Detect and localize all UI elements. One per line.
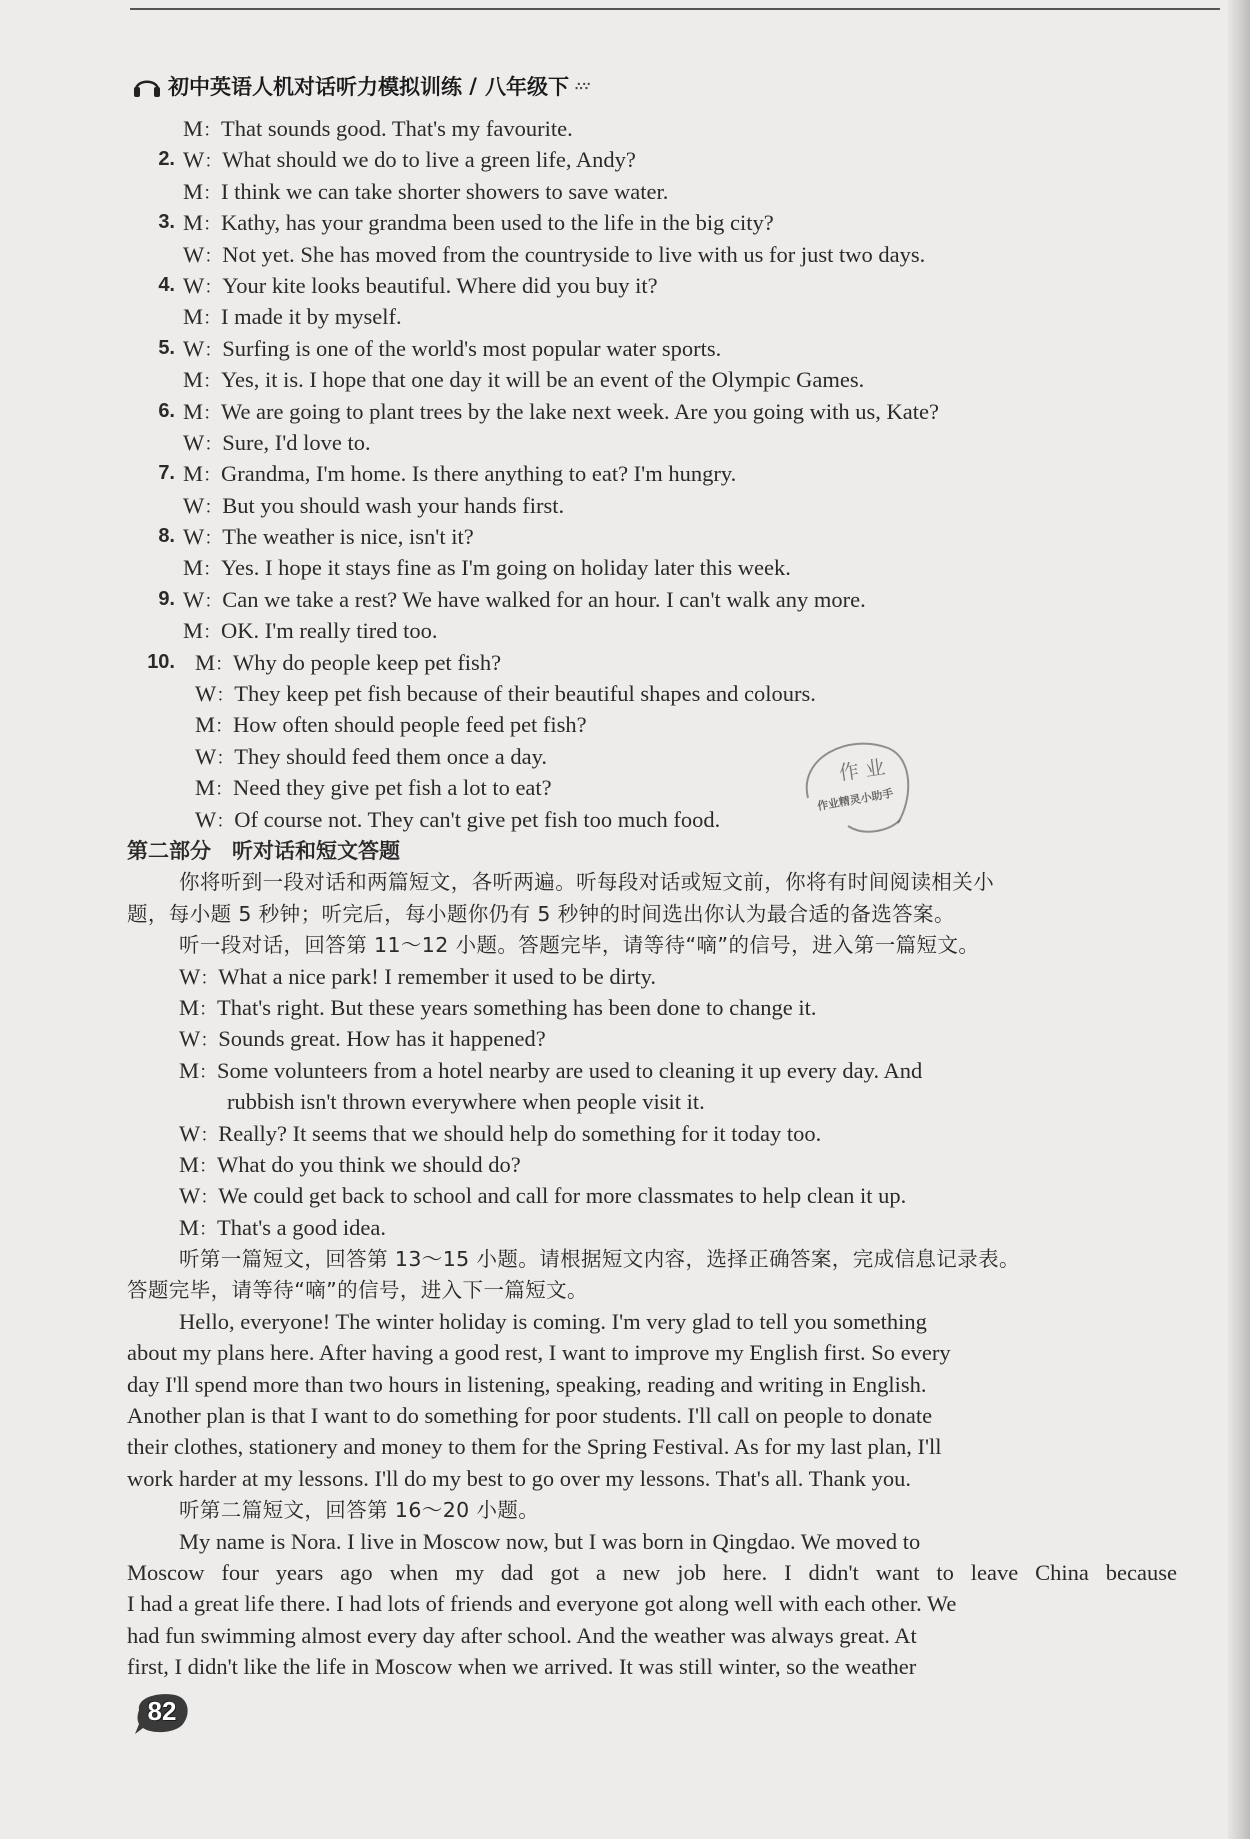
speaker-label: W (179, 1183, 201, 1209)
dialogue-text: What should we do to live a green life, Andy? (222, 147, 636, 173)
dialogue-line: 8. W：The weather is nice, isn't it? (127, 521, 1177, 552)
dialogue-text: Sounds great. How has it happened? (218, 1026, 546, 1052)
question-number: 8. (158, 525, 175, 548)
dialogue-line: W：Sounds great. How has it happened? (179, 1026, 546, 1052)
dialogue-line: 10. M：Why do people keep pet fish? (127, 647, 1177, 678)
dialogue-line: 3. M：Kathy, has your grandma been used to the life in the big city? (127, 207, 1177, 238)
dialogue-text: Really? It seems that we should help do something for it today too. (218, 1120, 822, 1146)
dialogue-text: Your kite looks beautiful. Where did you buy it? (222, 272, 658, 298)
passage-line (127, 1651, 1177, 1682)
dialogue-line: M：Yes. I hope it stays fine as I'm going on holiday later this week. (183, 555, 791, 581)
page-number: 82 (147, 1696, 177, 1726)
dialogue-text: What do you think we should do? (217, 1151, 521, 1177)
speaker-label: W (183, 272, 205, 298)
speaker-label: W (195, 806, 217, 832)
dialogue-text: But you should wash your hands first. (222, 492, 565, 518)
dialogue-text: Can we take a rest? We have walked for an hour. I can't walk any more. (222, 586, 866, 612)
dialogue-text: How often should people feed pet fish? (233, 712, 587, 738)
dialogue-line: W：Sure, I'd love to. (183, 429, 371, 455)
speaker-label: M (179, 994, 200, 1020)
passage-line (127, 1306, 1177, 1337)
dialogue-text: Some volunteers from a hotel nearby are used to cleaning it up every day. And (217, 1057, 923, 1083)
svg-text:作业精灵小助手: 作业精灵小助手 (816, 786, 895, 813)
dialogue-text: They should feed them once a day. (234, 743, 548, 769)
dialogue-text: I made it by myself. (221, 304, 402, 330)
dialogue-line: 5. W：Surfing is one of the world's most popular water sports. (127, 333, 1177, 364)
speaker-label: M (183, 116, 204, 141)
passage-text: I had a great life there. I had lots of friends and everyone got along well with each other. We (127, 1591, 957, 1617)
passage-line (127, 1431, 1177, 1462)
speaker-label: W (183, 147, 205, 173)
instruction-text: 题，每小题 5 秒钟；听完后，每小题你仍有 5 秒钟的时间选出你认为最合适的备选答案。 (127, 901, 955, 926)
passage-line (127, 1588, 1177, 1619)
instruction-line (127, 1274, 1177, 1305)
question-number: 7. (158, 462, 175, 485)
speaker-label: W (183, 241, 205, 267)
passage-line (127, 1620, 1177, 1651)
dialogue-text: They keep pet fish because of their beautiful shapes and colours. (234, 681, 816, 707)
dialogue-line (127, 1086, 1177, 1117)
question-number: 4. (158, 273, 175, 296)
speaker-label: W (183, 586, 205, 612)
speaker-label: W (195, 681, 217, 707)
speaker-label: W (179, 1120, 201, 1146)
speaker-label: M (195, 775, 216, 801)
speaker-label: M (179, 1214, 200, 1240)
page-body (127, 113, 1177, 1683)
dialogue-text: Sure, I'd love to. (222, 429, 371, 455)
dialogue-line: 4. W：Your kite looks beautiful. Where did you buy it? (127, 270, 1177, 301)
speaker-label: M (195, 649, 216, 675)
dialogue-line: M：I think we can take shorter showers to save water. (183, 178, 669, 204)
dialogue-text: Not yet. She has moved from the countryside to live with us for just two days. (222, 241, 926, 267)
dialogue-text: We are going to plant trees by the lake next week. Are you going with us, Kate? (221, 398, 939, 424)
passage-line (127, 1557, 1177, 1588)
dialogue-text: What a nice park! I remember it used to be dirty. (218, 963, 656, 989)
passage-line (127, 1463, 1177, 1494)
dialogue-text: The weather is nice, isn't it? (222, 524, 474, 550)
dialogue-text: Surfing is one of the world's most popular water sports. (222, 335, 722, 361)
instruction-line (127, 1243, 1177, 1274)
dialogue-text: Grandma, I'm home. Is there anything to eat? I'm hungry. (221, 461, 737, 487)
instruction-line (127, 898, 1177, 929)
speaker-label: W (183, 335, 205, 361)
dialogue-line: M：That sounds good. That's my favourite. (183, 116, 573, 141)
passage-line (127, 1526, 1177, 1557)
speaker-label: W (183, 492, 205, 518)
homework-stamp-watermark (788, 728, 918, 838)
headphone-icon (132, 73, 162, 99)
dialogue-line: W：Of course not. They can't give pet fish too much food. (195, 806, 721, 832)
question-number: 10. (147, 650, 175, 673)
passage-instruction: 答题完毕，请等待“嘀”的信号，进入下一篇短文。 (127, 1278, 588, 1303)
passage-instruction: 听第二篇短文，回答第 16～20 小题。 (179, 1498, 540, 1523)
speaker-label: W (179, 1026, 201, 1052)
passage-text: had fun swimming almost every day after school. And the weather was always great. At (127, 1622, 917, 1648)
grade-label: 八年级下 (484, 75, 569, 99)
header-ornament: ∴∵ (574, 79, 591, 93)
speaker-label: W (179, 963, 201, 989)
speaker-label: M (183, 618, 204, 644)
speaker-label: W (195, 743, 217, 769)
dialogue-text: Need they give pet fish a lot to eat? (233, 775, 552, 801)
dialogue-text: Yes, it is. I hope that one day it will be an event of the Olympic Games. (221, 367, 865, 393)
speaker-label: M (183, 461, 204, 487)
dialogue-text: That sounds good. That's my favourite. (221, 116, 573, 141)
page-edge-shadow (1228, 0, 1250, 1839)
speaker-label: M (179, 1151, 200, 1177)
speaker-label: M (179, 1057, 200, 1083)
instruction-line (127, 866, 1177, 897)
speaker-label: W (183, 429, 205, 455)
dialogue-line: M：That's a good idea. (179, 1214, 387, 1240)
section-2-title: 第二部分 听对话和短文答题 (127, 838, 400, 863)
question-number: 5. (158, 336, 175, 359)
dialogue-line: 9. W：Can we take a rest? We have walked for an hour. I can't walk any more. (127, 584, 1177, 615)
dialogue-line: M：I made it by myself. (183, 304, 402, 330)
dialogue-text: That's a good idea. (217, 1214, 387, 1240)
question-number: 3. (158, 211, 175, 234)
question-number: 6. (158, 399, 175, 422)
dialogue-line: W：They keep pet fish because of their beautiful shapes and colours. (195, 681, 816, 707)
dialogue-line: 6. M：We are going to plant trees by the lake next week. Are you going with us, Kate? (127, 396, 1177, 427)
passage-text: Moscow four years ago when my dad got a new job here. I didn't want to leave China because (127, 1559, 1177, 1585)
instruction-line (127, 1494, 1177, 1525)
dialogue-text: OK. I'm really tired too. (221, 618, 438, 644)
dialogue-text: Of course not. They can't give pet fish too much food. (234, 806, 721, 832)
page-number-badge (131, 1690, 193, 1736)
dialogue-line: M：What do you think we should do? (179, 1151, 521, 1177)
speaker-label: M (183, 398, 204, 424)
section-title (127, 835, 1177, 866)
dialogue-text: Kathy, has your grandma been used to the life in the big city? (221, 210, 774, 236)
dialogue-line: M：Need they give pet fish a lot to eat? (195, 775, 552, 801)
speaker-label: M (183, 178, 204, 204)
speaker-label: M (183, 210, 204, 236)
speaker-label: M (183, 367, 204, 393)
dialogue-line: W：Not yet. She has moved from the countryside to live with us for just two days. (183, 241, 926, 267)
running-header: 初中英语人机对话听力模拟训练 / 八年级下 ∴∵ (132, 70, 590, 102)
svg-text:作 业: 作 业 (837, 754, 887, 785)
passage-text: My name is Nora. I live in Moscow now, but I was born in Qingdao. We moved to (179, 1528, 921, 1554)
dialogue-line: M：Some volunteers from a hotel nearby are used to cleaning it up every day. And (179, 1057, 923, 1083)
dialogue-line: M：OK. I'm really tired too. (183, 618, 438, 644)
question-number: 9. (158, 587, 175, 610)
dialogue-line: 2. W：What should we do to live a green life, Andy? (127, 144, 1177, 175)
dialogue-line: W：What a nice park! I remember it used to be dirty. (179, 963, 656, 989)
passage-text: their clothes, stationery and money to them for the Spring Festival. As for my last plan, I'll (127, 1434, 942, 1460)
dialogue-text: That's right. But these years something has been done to change it. (217, 994, 817, 1020)
dialogue-text: rubbish isn't thrown everywhere when people visit it. (227, 1089, 705, 1115)
dialogue-line: M：Yes, it is. I hope that one day it will be an event of the Olympic Games. (183, 367, 865, 393)
book-title: 初中英语人机对话听力模拟训练 (168, 75, 462, 99)
dialogue-text: Why do people keep pet fish? (233, 649, 502, 675)
top-rule (130, 8, 1220, 10)
passage-text: about my plans here. After having a good rest, I want to improve my English first. So every (127, 1340, 951, 1366)
passage-text: work harder at my lessons. I'll do my best to go over my lessons. That's all. Thank you. (127, 1465, 912, 1491)
dialogue-line: W：They should feed them once a day. (195, 743, 548, 769)
passage-text: Hello, everyone! The winter holiday is coming. I'm very glad to tell you something (179, 1308, 927, 1334)
dialogue-line: 7. M：Grandma, I'm home. Is there anything to eat? I'm hungry. (127, 458, 1177, 489)
passage-line (127, 1337, 1177, 1368)
dialogue-line: M：How often should people feed pet fish? (195, 712, 587, 738)
dialogue-line: W：But you should wash your hands first. (183, 492, 565, 518)
dialogue-line: M：That's right. But these years something has been done to change it. (179, 994, 817, 1020)
dialogue-line: W：We could get back to school and call for more classmates to help clean it up. (179, 1183, 907, 1209)
question-number: 2. (158, 148, 175, 171)
dialogue-line: W：Really? It seems that we should help do something for it today too. (179, 1120, 822, 1146)
dialogue-text: We could get back to school and call for more classmates to help clean it up. (218, 1183, 907, 1209)
instruction-text: 你将听到一段对话和两篇短文，各听两遍。听每段对话或短文前，你将有时间阅读相关小 (179, 870, 995, 895)
dialogue-text: Yes. I hope it stays fine as I'm going on holiday later this week. (221, 555, 791, 581)
passage-line (127, 1400, 1177, 1431)
passage-text: day I'll spend more than two hours in listening, speaking, reading and writing in English. (127, 1371, 927, 1397)
speaker-label: M (183, 304, 204, 330)
speaker-label: M (183, 555, 204, 581)
passage-text: first, I didn't like the life in Moscow when we arrived. It was still winter, so the weather (127, 1654, 917, 1680)
speaker-label: M (195, 712, 216, 738)
instruction-line (127, 929, 1177, 960)
passage-text: Another plan is that I want to do something for poor students. I'll call on people to donate (127, 1403, 933, 1429)
passage-instruction: 听第一篇短文，回答第 13～15 小题。请根据短文内容，选择正确答案，完成信息记录表。 (179, 1247, 1020, 1272)
speaker-label: W (183, 524, 205, 550)
passage-line (127, 1369, 1177, 1400)
dialogue-text: I think we can take shorter showers to save water. (221, 178, 669, 204)
dialogue-instruction: 听一段对话，回答第 11～12 小题。答题完毕，请等待“嘀”的信号，进入第一篇短文。 (179, 933, 980, 958)
